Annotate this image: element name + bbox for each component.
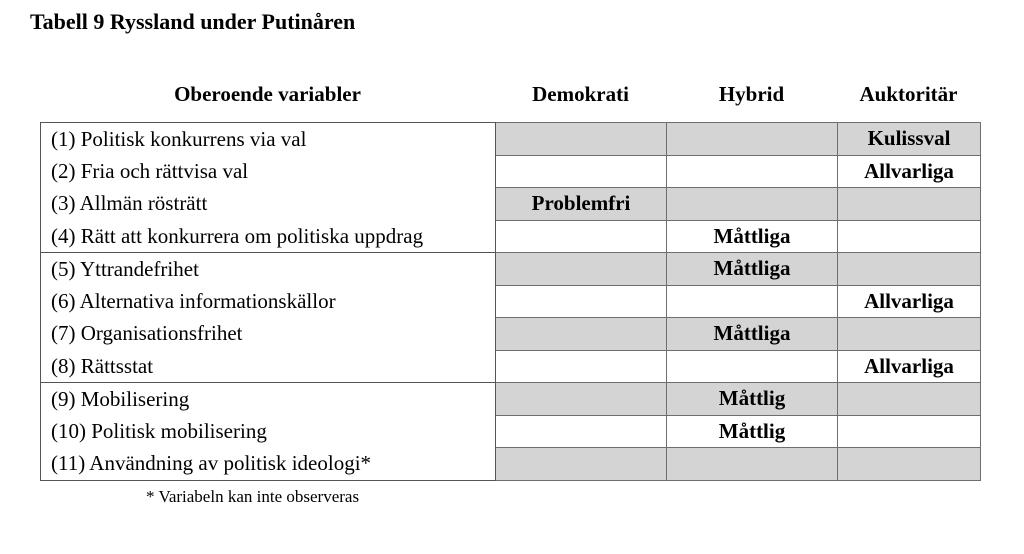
row-label: (9) Mobilisering xyxy=(41,383,496,416)
cell-hybrid xyxy=(667,123,838,156)
column-headers xyxy=(40,82,980,110)
cell-authoritarian: Kulissval xyxy=(838,123,981,156)
cell-authoritarian xyxy=(838,220,981,253)
cell-hybrid: Måttliga xyxy=(667,220,838,253)
cell-democracy xyxy=(496,350,667,383)
cell-hybrid: Måttliga xyxy=(667,253,838,286)
cell-democracy xyxy=(496,318,667,351)
header-democracy: Demokrati xyxy=(532,82,629,106)
table-row xyxy=(41,383,981,416)
cell-democracy xyxy=(496,415,667,448)
cell-hybrid xyxy=(667,350,838,383)
table-row xyxy=(41,155,981,188)
cell-hybrid: Måttliga xyxy=(667,318,838,351)
footnote: * Variabeln kan inte observeras xyxy=(146,487,360,506)
cell-authoritarian: Allvarliga xyxy=(838,350,981,383)
table-row xyxy=(41,253,981,286)
cell-authoritarian xyxy=(838,383,981,416)
cell-hybrid xyxy=(667,285,838,318)
cell-authoritarian: Allvarliga xyxy=(838,155,981,188)
table-row xyxy=(41,123,981,156)
cell-democracy xyxy=(496,448,667,481)
cell-authoritarian xyxy=(838,448,981,481)
cell-authoritarian: Allvarliga xyxy=(838,285,981,318)
row-label: (8) Rättsstat xyxy=(41,350,496,383)
cell-authoritarian xyxy=(838,253,981,286)
cell-democracy xyxy=(496,220,667,253)
cell-hybrid xyxy=(667,155,838,188)
cell-authoritarian xyxy=(838,415,981,448)
cell-hybrid xyxy=(667,448,838,481)
regime-table xyxy=(40,122,981,481)
header-authoritarian: Auktoritär xyxy=(859,82,958,106)
row-label: (5) Yttrandefrihet xyxy=(41,253,496,286)
cell-democracy: Problemfri xyxy=(496,188,667,221)
cell-democracy xyxy=(496,253,667,286)
cell-hybrid: Måttlig xyxy=(667,415,838,448)
header-hybrid: Hybrid xyxy=(718,82,785,106)
table-row xyxy=(41,350,981,383)
row-label: (2) Fria och rättvisa val xyxy=(41,155,496,188)
row-label: (4) Rätt att konkurrera om politiska uppdrag xyxy=(41,220,496,253)
cell-democracy xyxy=(496,123,667,156)
cell-authoritarian xyxy=(838,318,981,351)
table-title: Tabell 9 Ryssland under Putinåren xyxy=(30,9,356,34)
row-label: (6) Alternativa informationskällor xyxy=(41,285,496,318)
row-label: (10) Politisk mobilisering xyxy=(41,415,496,448)
cell-hybrid xyxy=(667,188,838,221)
table-row xyxy=(41,448,981,481)
table-row xyxy=(41,285,981,318)
row-label: (1) Politisk konkurrens via val xyxy=(41,123,496,156)
table-row xyxy=(41,188,981,221)
cell-hybrid: Måttlig xyxy=(667,383,838,416)
table-row xyxy=(41,220,981,253)
cell-democracy xyxy=(496,285,667,318)
row-label: (3) Allmän rösträtt xyxy=(41,188,496,221)
row-label: (11) Användning av politisk ideologi* xyxy=(41,448,496,481)
cell-democracy xyxy=(496,383,667,416)
header-variables: Oberoende variabler xyxy=(174,82,361,106)
table-row xyxy=(41,318,981,351)
table-row xyxy=(41,415,981,448)
cell-democracy xyxy=(496,155,667,188)
cell-authoritarian xyxy=(838,188,981,221)
row-label: (7) Organisationsfrihet xyxy=(41,318,496,351)
